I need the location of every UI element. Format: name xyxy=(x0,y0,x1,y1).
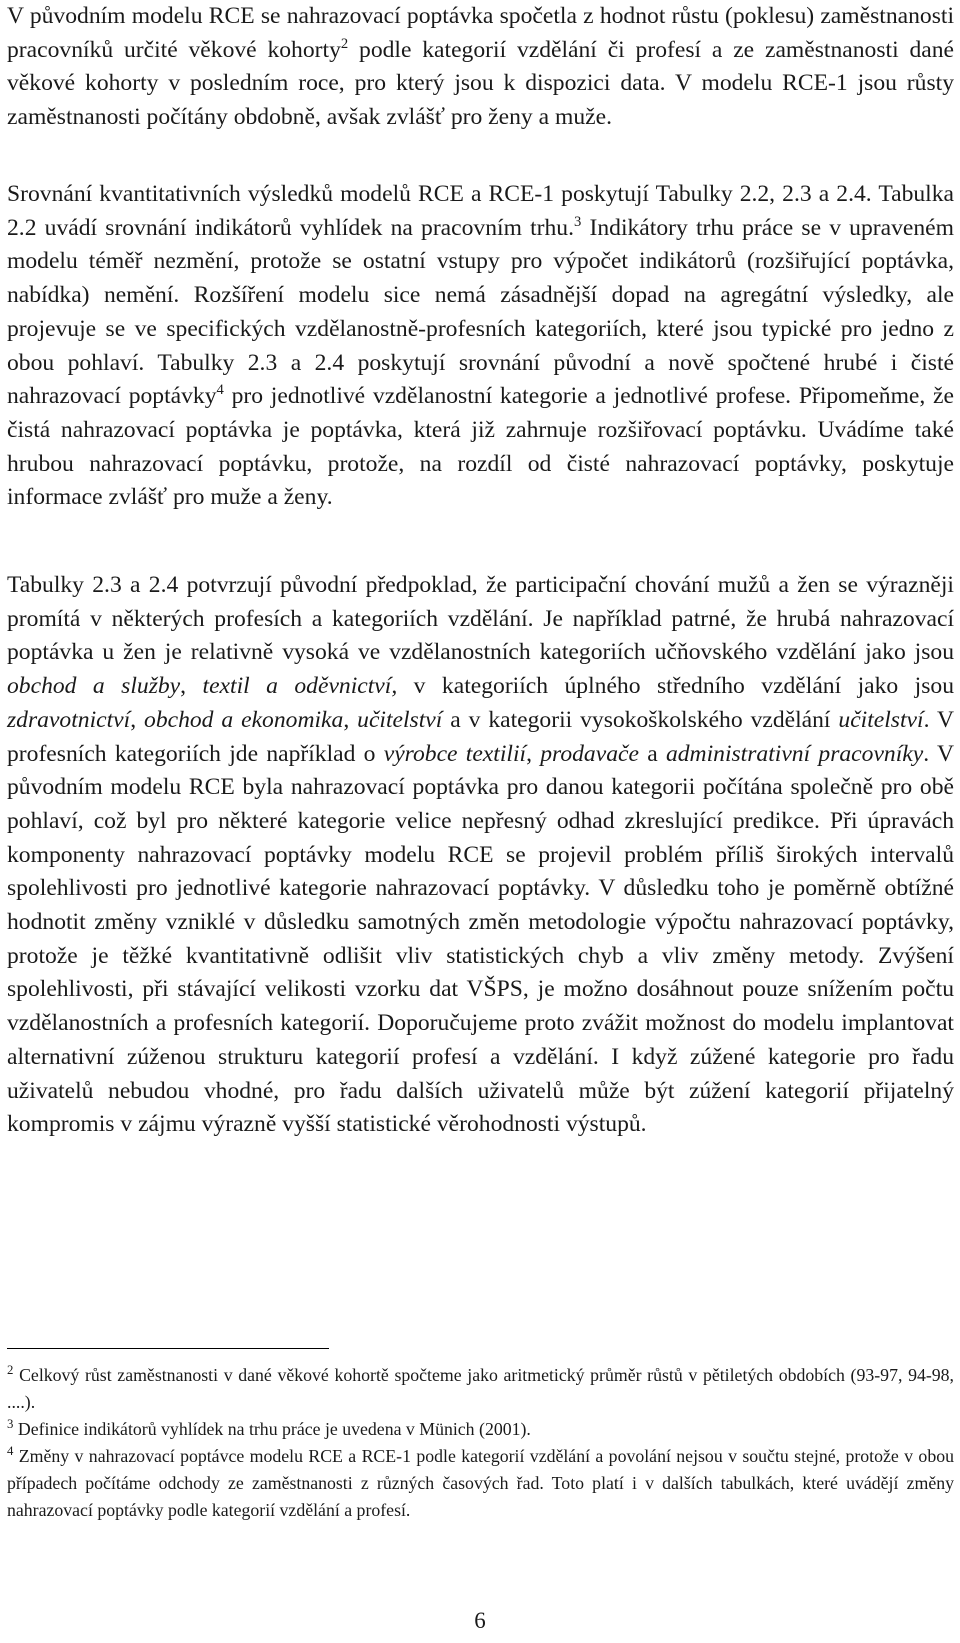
footnote-4 xyxy=(7,1443,954,1524)
paragraph-text: Srovnání kvantitativních výsledků modelů RCE a RCE-1 poskytují Tabulky 2.2, 2.3 a 2.4. Tabulka 2.2 uvádí srovnání indikátorů vyhlídek na pracovním trhu. xyxy=(7,181,954,241)
paragraph-text: , xyxy=(130,706,145,733)
footnote-text: Celkový růst zaměstnanosti v dané věkové kohortě spočteme jako aritmetický průměr růstů v pětiletých obdobích (93-97, 94-98, ....). xyxy=(7,1365,954,1412)
footnote-2 xyxy=(7,1362,954,1416)
footnote-ref[interactable]: 4 xyxy=(216,382,224,399)
page-number: 6 xyxy=(474,1608,486,1633)
paragraph-text: v kategoriích úplného středního vzdělání jako jsou xyxy=(397,673,955,700)
paragraph-text: pro jednotlivé vzdělanostní kategorie a jednotlivé profese. Připomeňme, že čistá nahrazovací poptávka je poptávka, která již zahrnuje rozšiřovací poptávku. Uvádíme také hrubou nahrazovací poptávku, protože, na rozdíl od čisté nahrazovací poptávky, poskytuje informace zvlášť pro muže a ženy. xyxy=(7,383,955,511)
paragraph-text: Tabulky 2.3 a 2.4 potvrzují původní předpoklad, že participační chování mužů a žen se výrazněji promítá v některých profesích a kategoriích vzdělání. Je například patrné, že hrubá nahrazovací poptávka u žen je relativně vysoká ve vzdělanostních kategoriích učňovského vzdělání jako jsou xyxy=(7,572,954,666)
italic-term: výrobce textilií xyxy=(383,740,527,767)
footnote-ref[interactable]: 3 xyxy=(574,213,582,230)
italic-term: obchod a ekonomika xyxy=(144,706,344,733)
paragraph-text: V původním modelu RCE se nahrazovací poptávka spočetla z hodnot růstu (poklesu) zaměstnanosti pracovníků určité věkové kohorty xyxy=(7,3,954,63)
paragraph-text: a xyxy=(638,740,666,767)
footnote-3 xyxy=(7,1416,954,1443)
paragraph-comparison-results xyxy=(7,178,954,515)
paragraph-participation-behaviour xyxy=(7,569,954,1142)
footnote-ref[interactable]: 2 xyxy=(340,35,349,52)
paragraph-text: podle kategorií vzdělání či profesí a ze zaměstnanosti dané věkové kohorty v posledním roce, pro který jsou k dispozici data. V modelu RCE-1 jsou růsty zaměstnanosti počítány obdobně, avšak zvlášť pro ženy a muže. xyxy=(7,36,955,131)
paragraph-text: Indikátory trhu práce se v upraveném modelu téměř nezmění, protože se ostatní vstupy pro výpočet indikátorů (rozšiřující poptávka, nabídka) nemění. Rozšíření modelu sice nemá zásadnější dopad na agregátní výsledky, ale projevuje se ve specifických vzdělanostně-profesních kategoriích, které jsou typické pro jedno z obou pohlaví. Tabulky 2.3 a 2.4 poskytují srovnání původní a nově spočtené hrubé i čisté nahrazovací poptávky xyxy=(7,214,954,410)
paragraph-text: a v kategorii vysokoškolského vzdělání xyxy=(442,706,839,733)
italic-term: učitelství xyxy=(838,706,924,733)
footnote-text: Změny v nahrazovací poptávce modelu RCE a RCE-1 podle kategorií vzdělání a povolání nejsou v součtu stejné, protože v obou případech počítáme odchody ze zaměstnanosti z různých časových řad. Toto platí i v dalších tabulkách, které uvádějí změny nahrazovací poptávky podle kategorií vzdělání a profesí. xyxy=(7,1446,954,1520)
italic-term: textil a oděvnictví, xyxy=(202,673,398,700)
footnote-mark: 2 xyxy=(7,1363,14,1378)
italic-term: zdravotnictví xyxy=(7,706,131,733)
paragraph-text: . V profesních kategoriích jde například o xyxy=(7,706,955,767)
footnote-mark: 4 xyxy=(7,1444,14,1459)
paragraph-text: , xyxy=(343,706,358,733)
paragraph-replacement-demand xyxy=(7,0,954,135)
footnote-mark: 3 xyxy=(7,1417,14,1432)
italic-term: prodavače xyxy=(540,740,639,767)
paragraph-text: , xyxy=(526,740,541,767)
italic-term: administrativní pracovníky xyxy=(665,740,924,767)
paragraph-text: . V původním modelu RCE byla nahrazovací poptávka pro danou kategorii počítána společně pro obě pohlaví, což byl pro některé kategorie velice nepřesný odhad zkreslující predikce. Při úpravách komponenty nahrazovací poptávky modelu RCE se projevil problém příliš širokých intervalů spolehlivosti pro jednotlivé kategorie nahrazovací poptávky. V důsledku toho je poměrně obtížné hodnotit změny vzniklé v důsledku samotných změn metodologie výpočtu nahrazovací poptávky, protože je těžké kvantitativně odlišit vliv statistických chyb a vliv změny metody. Zvýšení spolehlivosti, při stávající velikosti vzorku dat VŠPS, je možno dosáhnout pouze snížením počtu vzdělanostních a profesních kategorií. Doporučujeme proto zvážit možnost do modelu implantovat alternativní zúženou strukturu kategorií profesí a vzdělání. I když zúžené kategorie pro řadu uživatelů nebudou vhodné, pro řadu dalších uživatelů může být zúžení kategorií přijatelný kompromis v zájmu výrazně vyšší statistické věrohodnosti výstupů. xyxy=(7,740,954,1138)
footnote-text: Definice indikátorů vyhlídek na trhu práce je uvedena v Münich (2001). xyxy=(13,1419,531,1439)
footnotes-section xyxy=(7,1348,954,1524)
italic-term: obchod a služby xyxy=(7,673,181,700)
paragraph-text: , xyxy=(180,673,203,700)
italic-term: učitelství xyxy=(357,706,443,733)
footnote-separator xyxy=(7,1348,329,1349)
